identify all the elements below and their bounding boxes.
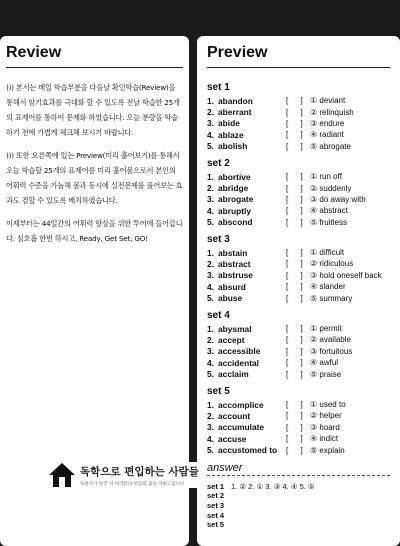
answer-row [207,491,390,501]
vocab-row [207,106,390,117]
item-number: 1. [207,247,214,258]
answer-box: [ ] [286,248,308,258]
answer-box: [ ] [286,183,308,193]
option-text: ③ fortuitous [310,346,353,356]
set-title: set 5 [207,385,230,397]
vocab-word: abrogate [218,194,254,205]
vocab-word: abolish [218,141,248,152]
item-number: 1. [207,399,214,410]
answer-row [207,501,390,511]
preview-set [207,310,390,380]
vocab-word: accustomed to [218,445,278,456]
answer-box: [ ] [286,293,308,303]
vocab-word: abstain [218,247,248,258]
answer-box: [ ] [286,358,308,368]
vocab-row [207,118,390,129]
answer-box: [ ] [286,130,308,140]
vocab-word: accomplice [218,399,264,410]
vocab-row [207,171,390,182]
preview-title: Preview [207,44,390,68]
answer-set-label: set 2 [207,491,225,501]
item-number: 3. [207,346,214,357]
item-number: 5. [207,293,214,304]
option-text: ③ do away with [310,194,366,204]
vocab-word: abide [218,118,240,129]
vocab-row [207,292,390,303]
answer-box: [ ] [286,141,308,151]
set-title: set 3 [207,233,230,245]
item-number: 4. [207,281,214,292]
vocab-word: abortive [218,171,251,182]
answer-set-label: set 5 [207,520,225,530]
vocab-word: abuse [218,293,243,304]
item-number: 3. [207,118,214,129]
option-text: ② ridiculous [310,259,354,269]
vocab-word: ablaze [218,129,244,140]
vocab-word: accessible [218,346,261,357]
item-number: 2. [207,183,214,194]
option-text: ⑤ abrogate [310,141,351,151]
item-number: 4. [207,205,214,216]
vocab-row [207,194,390,205]
answer-box: [ ] [286,118,308,128]
option-text: ① run off [310,172,342,182]
item-number: 4. [207,357,214,368]
option-text: ④ radiant [310,130,344,140]
item-number: 1. [207,171,214,182]
vocab-row [207,399,390,410]
option-text: ⑤ summary [310,293,353,303]
option-text: ① permit [310,324,342,334]
review-paragraph-3: 이제부터는 44일간의 어휘력 향상을 위한 투어에 들어갑니다. 심호흡 한번 하시고, Ready, Get Set, GO! [6,219,183,243]
answer-box: [ ] [286,400,308,409]
vocab-row [207,346,390,357]
vocab-word: abruptly [218,205,252,216]
item-number: 5. [207,217,214,228]
option-text: ② available [310,335,351,345]
vocab-word: abridge [218,183,249,194]
vocab-row [207,357,390,368]
brand-name: 독학으로 편입하는 사람들 [80,465,199,478]
item-number: 4. [207,129,214,140]
item-number: 5. [207,445,214,456]
vocab-word: absurd [218,281,246,292]
answer-box: [ ] [286,335,308,345]
answer-set-label: set 3 [207,500,225,510]
item-number: 2. [207,258,214,269]
item-number: 5. [207,141,214,152]
vocab-word: aberrant [218,107,252,118]
answer-box: [ ] [286,270,308,280]
vocab-word: account [218,410,251,421]
option-text: ⑤ explain [310,445,345,455]
answer-box: [ ] [286,411,308,421]
answer-section [207,462,390,530]
set-title: set 2 [207,157,230,169]
vocab-word: abstruse [218,270,253,281]
vocab-word: abscond [218,217,253,228]
item-number: 2. [207,410,214,421]
answer-row [207,511,390,521]
option-text: ④ slander [310,282,346,292]
vocab-word: accumulate [218,422,265,433]
preview-set [207,386,390,456]
option-text: ① deviant [310,96,346,106]
vocab-word: accept [218,334,245,345]
preview-set [207,82,390,152]
option-text: ① used to [310,400,346,409]
item-number: 3. [207,422,214,433]
answer-box: [ ] [286,422,308,432]
answer-box: [ ] [286,445,308,455]
house-logo-icon [48,462,76,488]
answer-box: [ ] [286,346,308,356]
option-text: ③ hold oneself back [310,270,382,280]
option-text: ② helper [310,411,342,421]
brand-subtitle: 독편사가 앞장 서 여러분의 편입의 꿈을 이뤄드립니다 [80,481,185,487]
answer-row [207,520,390,530]
vocab-row [207,247,390,258]
preview-sets [207,82,390,456]
vocab-row [207,444,390,455]
vocab-row [207,258,390,269]
vocab-row [207,270,390,281]
answer-box: [ ] [286,369,308,379]
preview-panel [197,36,400,546]
option-text: ④ indict [310,434,339,444]
answer-box: [ ] [286,217,308,227]
answer-row [207,482,390,492]
vocab-row [207,422,390,433]
answer-set-label: set 1 [207,481,225,491]
vocab-row [207,205,390,216]
item-number: 4. [207,433,214,444]
vocab-word: accidental [218,357,259,368]
vocab-row [207,95,390,106]
vocab-row [207,281,390,292]
vocab-row [207,129,390,140]
option-text: ② suddenly [310,183,352,193]
answer-values: 1. ② 2. ① 3. ③ 4. ④ 5. ⑤ [231,481,315,491]
answer-set-label: set 4 [207,510,225,520]
item-number: 1. [207,323,214,334]
set-title: set 4 [207,309,230,321]
vocab-row [207,433,390,444]
item-number: 2. [207,334,214,345]
answer-box: [ ] [286,434,308,444]
answer-box: [ ] [286,107,308,117]
answer-title: answer [207,462,390,476]
brand-logo [48,462,198,488]
option-text: ① difficult [310,248,345,258]
option-text: ④ awful [310,358,339,368]
vocab-word: abstract [218,258,251,269]
item-number: 3. [207,194,214,205]
review-title: Review [6,44,183,68]
answer-box: [ ] [286,194,308,204]
preview-set [207,158,390,228]
option-text: ④ abstract [310,206,348,216]
answer-rows [207,482,390,530]
option-text: ③ hoard [310,422,340,432]
vocab-row [207,323,390,334]
vocab-word: abandon [218,95,253,106]
answer-box: [ ] [286,282,308,292]
item-number: 1. [207,95,214,106]
vocab-row [207,334,390,345]
item-number: 2. [207,107,214,118]
answer-box: [ ] [286,206,308,216]
vocab-word: acclaim [218,369,249,380]
vocab-row [207,141,390,152]
item-number: 5. [207,369,214,380]
option-text: ⑤ fruitless [310,217,347,227]
review-paragraph-2: ))) 또한 오른쪽에 있는 Preview(미리 훑어보기)를 통해서 오늘 학습할 25개의 표제어를 미리 훑어봄으로서 본인의 어휘력 수준을 가늠해 봄과 동시에 실전문제를 풀어보는 효과도 겸할 수 있도록 배치하였습니다. [6,151,183,205]
option-text: ③ endure [310,118,345,128]
vocab-row [207,368,390,379]
vocab-row [207,410,390,421]
set-title: set 1 [207,82,230,93]
vocab-row [207,217,390,228]
vocab-row [207,182,390,193]
answer-box: [ ] [286,96,308,106]
option-text: ② relinquish [310,107,354,117]
vocab-word: abysmal [218,323,252,334]
answer-box: [ ] [286,259,308,269]
item-number: 3. [207,270,214,281]
option-text: ⑤ praise [310,369,342,379]
answer-box: [ ] [286,172,308,182]
preview-set [207,234,390,304]
answer-box: [ ] [286,324,308,334]
vocab-word: accuse [218,433,247,444]
review-paragraph-1: ))) 본서는 매일 학습부분을 다음날 확인학습(Review)을 통해서 암기효과를 극대화 할 수 있도록 전날 학습한 25개의 표제어를 통하여 문제화 하였습니다. 오늘 분량을 학습하기 전에 가볍게 체크해 보시기 바랍니다. [6,83,180,137]
